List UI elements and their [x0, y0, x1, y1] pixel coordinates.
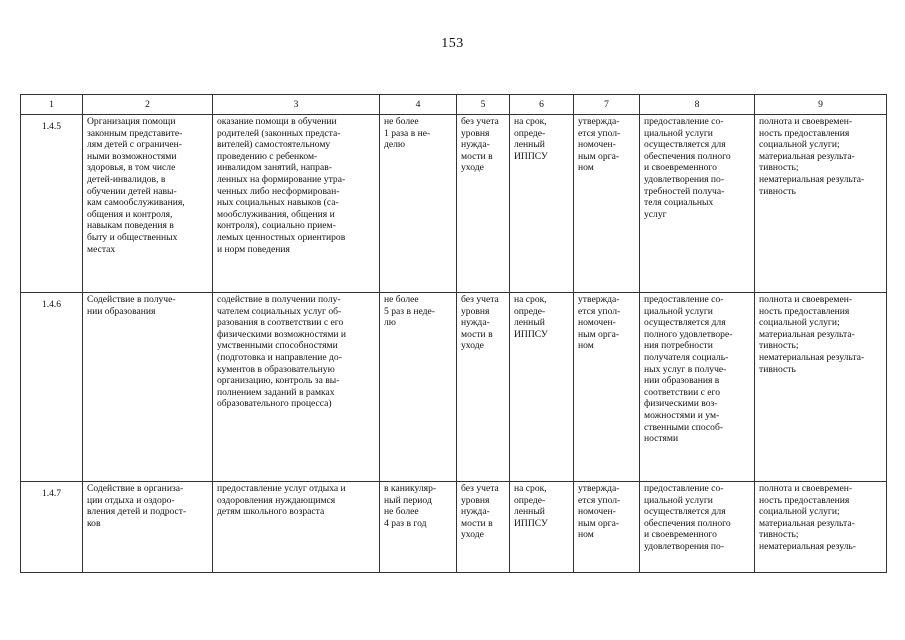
cell-text-line: Организация помощи	[87, 116, 176, 127]
cell-text-line: физическими возможностями и	[217, 328, 347, 340]
cell-text-line: 1 раза в не-	[384, 127, 431, 139]
cell-text-line: ным орга-	[578, 328, 620, 340]
frequency-cell	[380, 482, 457, 573]
cell-text-line: уходе	[461, 162, 484, 174]
cell-text-line: ных услуг в получе-	[644, 363, 727, 375]
tariff-cell	[457, 482, 510, 573]
cell-text-line: и своевременного	[644, 529, 717, 541]
service-name-cell	[83, 482, 213, 573]
term-cell	[510, 482, 574, 573]
cell-text-line: кам самообслуживания,	[87, 197, 185, 209]
cell-text-line: на срок,	[514, 483, 547, 494]
cell-text-line: местах	[87, 243, 116, 255]
cell-text-line: нематериальная результа-	[759, 351, 865, 363]
cell-text-line: содействие в получении полу-	[217, 294, 341, 305]
cell-text-line: 5 раз в неде-	[384, 305, 435, 317]
cell-text-line: материальная результа-	[759, 517, 855, 529]
cell-text-line: ном	[578, 162, 594, 174]
cell-text-line: мости в	[461, 328, 493, 340]
cell-text-line: уровня	[461, 494, 490, 506]
indicators-cell	[755, 482, 887, 573]
cell-text-line: лемых ценностных ориентиров	[217, 231, 346, 243]
cell-text-line: предоставление со-	[644, 294, 724, 305]
conditions-cell	[640, 115, 755, 293]
cell-text-line: ном	[578, 529, 594, 541]
cell-text-line: опреде-	[514, 305, 546, 317]
cell-text-line: можностями и ум-	[644, 409, 720, 421]
cell-text-line: удовлетворения по-	[644, 173, 725, 185]
cell-text-line: материальная результа-	[759, 150, 855, 162]
cell-text-line: (подготовка и направление до-	[217, 351, 342, 363]
header-cell: 4	[380, 95, 457, 115]
cell-text-line: не более	[384, 294, 419, 305]
cell-text-line: 4 раз в год	[384, 517, 427, 529]
service-content-cell	[213, 115, 380, 293]
cell-text-line: ется упол-	[578, 494, 621, 506]
cell-text-line: требностей получа-	[644, 185, 725, 197]
header-cell: 7	[574, 95, 640, 115]
cell-text-line: и своевременного	[644, 162, 717, 174]
cell-text-line: быту и общественных	[87, 231, 178, 243]
cell-text-line: ленный	[514, 317, 545, 329]
cell-text-line: предоставление со-	[644, 116, 724, 127]
cell-text-line: уходе	[461, 529, 484, 541]
cell-text-line: на срок,	[514, 294, 547, 305]
cell-text-line: соответствии с его	[644, 386, 721, 398]
cell-text-line: ном	[578, 340, 594, 352]
cell-text-line: вления детей и подрост-	[87, 506, 187, 518]
cell-text-line: инвалидом занятий, направ-	[217, 162, 332, 174]
service-content-cell	[213, 482, 380, 573]
cell-text-line: без учета	[461, 116, 499, 127]
table-row	[21, 482, 887, 573]
cell-text-line: оздоровления нуждающимся	[217, 494, 336, 506]
cell-text-line: опреде-	[514, 127, 546, 139]
cell-text-line: полного удовлетворе-	[644, 328, 733, 340]
cell-text-line: оказание помощи в обучении	[217, 116, 337, 127]
cell-text-line: образовательного процесса)	[217, 398, 332, 410]
cell-text-line: мости в	[461, 150, 493, 162]
cell-text-line: тивность;	[759, 529, 799, 541]
cell-text-line: ленный	[514, 139, 545, 151]
header-cell: 2	[83, 95, 213, 115]
cell-text-line: чателем социальных услуг об-	[217, 305, 342, 317]
table-header-row	[21, 95, 887, 115]
cell-text-line: уровня	[461, 127, 490, 139]
cell-text-line: Содействие в получе-	[87, 294, 176, 305]
services-table	[20, 94, 887, 573]
cell-text-line: социальной услуги;	[759, 139, 840, 151]
cell-text-line: обучении детей навы-	[87, 185, 177, 197]
cell-text-line: полнота и своевремен-	[759, 483, 853, 494]
cell-text-line: полнота и своевремен-	[759, 116, 853, 127]
cell-text-line: утвержда-	[578, 116, 620, 127]
service-name-cell	[83, 293, 213, 482]
service-content-cell	[213, 293, 380, 482]
frequency-cell	[380, 115, 457, 293]
cell-text-line: лю	[384, 317, 396, 329]
cell-text-line: ным орга-	[578, 150, 620, 162]
cell-text-line: нематериальная резуль-	[759, 540, 856, 552]
cell-text-line: контроля), социально прием-	[217, 220, 336, 232]
header-cell: 3	[213, 95, 380, 115]
page-number: 153	[441, 36, 464, 51]
cell-text-line: ственными способ-	[644, 421, 724, 433]
cell-text-line: ными возможностями	[87, 150, 177, 162]
indicators-cell	[755, 115, 887, 293]
cell-text-line: удовлетворения по-	[644, 540, 725, 552]
cell-text-line: ленных на формирование утра-	[217, 173, 346, 185]
header-cell: 6	[510, 95, 574, 115]
header-cell: 8	[640, 95, 755, 115]
cell-text-line: нужда-	[461, 506, 490, 518]
row-number-cell: 1.4.6	[21, 293, 83, 482]
cell-text-line: детей-инвалидов, в	[87, 173, 166, 185]
row-number-cell: 1.4.7	[21, 482, 83, 573]
cell-text-line: ность предоставления	[759, 305, 850, 317]
cell-text-line: мообслуживания, общения и	[217, 208, 335, 220]
cell-text-line: ный период	[384, 494, 432, 506]
header-cell: 5	[457, 95, 510, 115]
cell-text-line: умственными способностями	[217, 340, 338, 352]
cell-text-line: родителей (законных предста-	[217, 127, 341, 139]
cell-text-line: организацию, контроль за вы-	[217, 375, 340, 387]
cell-text-line: тивность;	[759, 340, 799, 352]
cell-text-line: вителей) самостоятельному	[217, 139, 331, 151]
tariff-cell	[457, 293, 510, 482]
frequency-cell	[380, 293, 457, 482]
indicators-cell	[755, 293, 887, 482]
cell-text-line: циальной услуги	[644, 305, 713, 317]
cell-text-line: материальная результа-	[759, 328, 855, 340]
cell-text-line: и норм поведения	[217, 243, 290, 255]
cost-cell	[574, 115, 640, 293]
cell-text-line: осуществляется для	[644, 317, 726, 329]
cell-text-line: на срок,	[514, 116, 547, 127]
cell-text-line: общения и контроля,	[87, 208, 173, 220]
table-row	[21, 115, 887, 293]
row-number-cell: 1.4.5	[21, 115, 83, 293]
cell-text-line: здоровья, в том числе	[87, 162, 176, 174]
cell-text-line: без учета	[461, 483, 499, 494]
cell-text-line: уровня	[461, 305, 490, 317]
table-row	[21, 293, 887, 482]
cell-text-line: утвержда-	[578, 294, 620, 305]
cell-text-line: законным представите-	[87, 127, 183, 139]
cell-text-line: предоставление со-	[644, 483, 724, 494]
cell-text-line: ным орга-	[578, 517, 620, 529]
cell-text-line: номочен-	[578, 506, 616, 518]
cell-text-line: ИППСУ	[514, 150, 548, 162]
cell-text-line: ков	[87, 517, 101, 529]
cell-text-line: номочен-	[578, 317, 616, 329]
cell-text-line: ченных либо несформирован-	[217, 185, 340, 197]
cell-text-line: физическими воз-	[644, 398, 718, 410]
cell-text-line: Содействие в организа-	[87, 483, 184, 494]
cell-text-line: ИППСУ	[514, 328, 548, 340]
cell-text-line: обеспечения полного	[644, 150, 731, 162]
cell-text-line: не более	[384, 116, 419, 127]
cell-text-line: ность предоставления	[759, 127, 850, 139]
cell-text-line: ных социальных навыков (са-	[217, 197, 339, 209]
cell-text-line: нии образования в	[644, 375, 720, 387]
cell-text-line: навыкам поведения в	[87, 220, 174, 232]
conditions-cell	[640, 293, 755, 482]
cell-text-line: делю	[384, 139, 406, 151]
cell-text-line: ИППСУ	[514, 517, 548, 529]
cell-text-line: нии образования	[87, 305, 156, 317]
cell-text-line: разования в соответствии с его	[217, 317, 344, 329]
cell-text-line: нематериальная результа-	[759, 173, 865, 185]
cell-text-line: без учета	[461, 294, 499, 305]
cell-text-line: лям детей с ограничен-	[87, 139, 182, 151]
cell-text-line: нужда-	[461, 317, 490, 329]
cell-text-line: осуществляется для	[644, 506, 726, 518]
cell-text-line: услуг	[644, 208, 667, 220]
cell-text-line: ции отдыха и оздоро-	[87, 494, 175, 506]
tariff-cell	[457, 115, 510, 293]
cell-text-line: номочен-	[578, 139, 616, 151]
cell-text-line: ностями	[644, 433, 679, 445]
cell-text-line: осуществляется для	[644, 139, 726, 151]
cost-cell	[574, 482, 640, 573]
term-cell	[510, 293, 574, 482]
cell-text-line: проведению с ребенком-	[217, 150, 318, 162]
cell-text-line: полнота и своевремен-	[759, 294, 853, 305]
cell-text-line: ленный	[514, 506, 545, 518]
cell-text-line: ность предоставления	[759, 494, 850, 506]
cell-text-line: тивность	[759, 363, 796, 375]
cell-text-line: социальной услуги;	[759, 506, 840, 518]
cell-text-line: мости в	[461, 517, 493, 529]
cell-text-line: уходе	[461, 340, 484, 352]
cell-text-line: детям школьного возраста	[217, 506, 325, 518]
cell-text-line: предоставление услуг отдыха и	[217, 483, 346, 494]
cell-text-line: тивность	[759, 185, 796, 197]
cell-text-line: циальной услуги	[644, 494, 713, 506]
cell-text-line: не более	[384, 506, 419, 518]
service-name-cell	[83, 115, 213, 293]
cost-cell	[574, 293, 640, 482]
header-cell: 9	[755, 95, 887, 115]
cell-text-line: социальной услуги;	[759, 317, 840, 329]
term-cell	[510, 115, 574, 293]
cell-text-line: нужда-	[461, 139, 490, 151]
cell-text-line: опреде-	[514, 494, 546, 506]
header-cell: 1	[21, 95, 83, 115]
cell-text-line: получателя социаль-	[644, 351, 729, 363]
cell-text-line: ния потребности	[644, 340, 713, 352]
cell-text-line: в каникуляр-	[384, 483, 437, 494]
cell-text-line: тивность;	[759, 162, 799, 174]
cell-text-line: теля социальных	[644, 197, 714, 209]
cell-text-line: утвержда-	[578, 483, 620, 494]
cell-text-line: кументов в образовательную	[217, 363, 335, 375]
cell-text-line: циальной услуги	[644, 127, 713, 139]
cell-text-line: ется упол-	[578, 305, 621, 317]
cell-text-line: обеспечения полного	[644, 517, 731, 529]
cell-text-line: ется упол-	[578, 127, 621, 139]
cell-text-line: полнением заданий в рамках	[217, 386, 335, 398]
conditions-cell	[640, 482, 755, 573]
